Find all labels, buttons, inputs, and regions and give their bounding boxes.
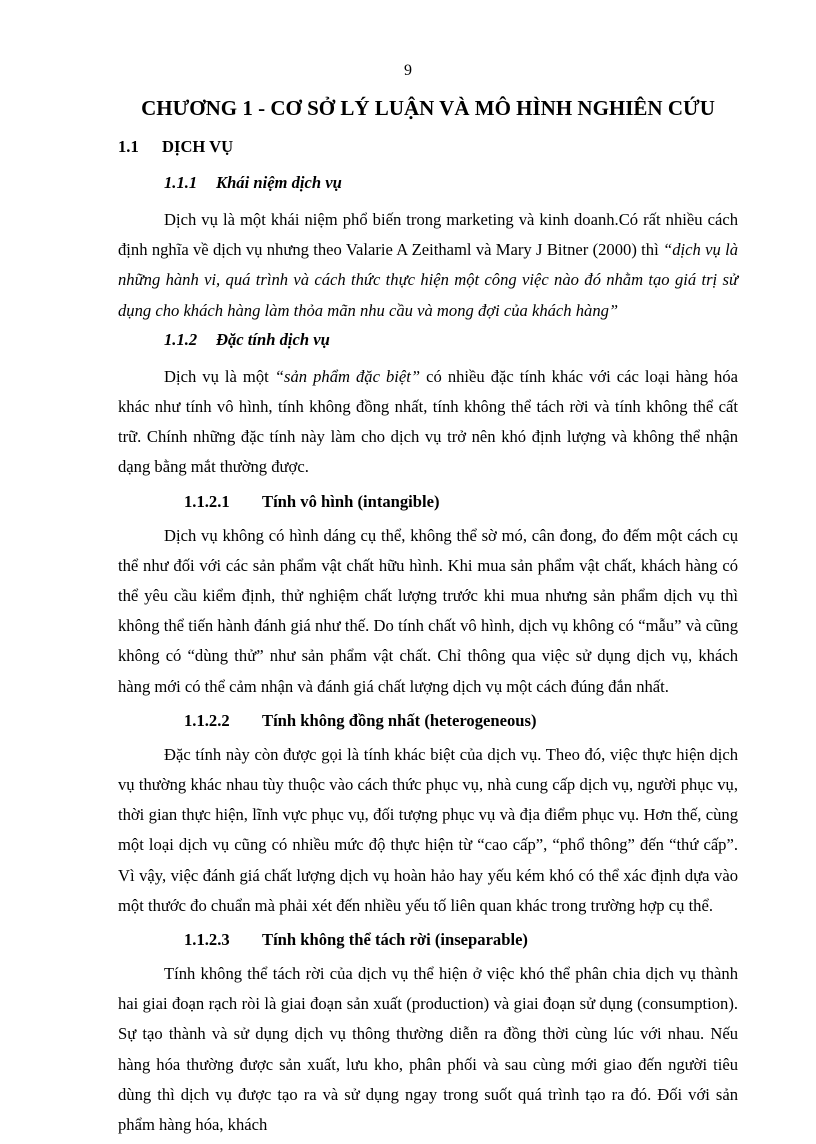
section-heading-1-1-2-1 — [184, 487, 738, 517]
section-title: Khái niệm dịch vụ — [216, 173, 342, 192]
section-number: 1.1.2.3 — [184, 930, 230, 950]
section-title: DỊCH VỤ — [162, 137, 234, 156]
paragraph-heterogeneous: Đặc tính này còn được gọi là tính khác biệt của dịch vụ. Theo đó, việc thực hiện dịch vụ thường khác nhau tùy thuộc vào cách thức phục vụ, nhà cung cấp dịch vụ, người phục vụ, thời gian thực hiện, lĩnh vực phục vụ, đối tượng phục vụ và địa điểm phục vụ. Hơn thế, cùng một loại dịch vụ cũng có nhiều mức độ thực hiện từ “cao cấp”, “phổ thông” đến “thứ cấp”. Vì vậy, việc đánh giá chất lượng dịch vụ hoàn hảo hay yếu kém khó có thể xác định dựa vào một thước đo chuẩn mà phải xét đến nhiều yếu tố liên quan khác trong trường hợp cụ thể. — [118, 744, 738, 915]
section-number: 1.1.2 — [164, 329, 198, 349]
paragraph-text: Dịch vụ là một — [164, 366, 275, 386]
page-content — [118, 96, 738, 1144]
section-title: Tính không đồng nhất (heterogeneous) — [262, 710, 537, 730]
section-title: Đặc tính dịch vụ — [216, 329, 330, 349]
section-number: 1.1.1 — [164, 173, 198, 192]
section-heading-1-1 — [118, 137, 738, 163]
section-title: Tính không thể tách rời (inseparable) — [262, 930, 528, 950]
section-number: 1.1 — [118, 137, 139, 156]
section-heading-1-1-2-2 — [184, 706, 738, 736]
page-number: 9 — [404, 62, 412, 79]
paragraph-definition — [118, 205, 738, 326]
quote-text: “sản phẩm đặc biệt” — [274, 366, 421, 386]
section-heading-1-1-2-3 — [184, 925, 738, 955]
paragraph-intangible: Dịch vụ không có hình dáng cụ thể, không thể sờ mó, cân đong, đo đếm một cách cụ thể như đối với các sản phẩm vật chất hữu hình. Khi mua sản phẩm vật chất, khách hàng có thể yêu cầu kiểm định, thử nghiệm chất lượng trước khi mua nhưng sản phẩm dịch vụ thì không thể tiến hành đánh giá như thế. Do tính chất vô hình, dịch vụ không có “mẫu” và cũng không có “dùng thử” như sản phẩm vật chất. Chỉ thông qua việc sử dụng dịch vụ, khách hàng mới có thể cảm nhận và đánh giá chất lượng dịch vụ một cách đúng đắn nhất. — [118, 525, 738, 696]
section-heading-1-1-1 — [164, 173, 738, 199]
quote-text: “dịch vụ là những hành vi, quá trình và cách thức thực hiện một công việc nào đó nhằm tạo giá trị sử dụng cho khách hàng làm thỏa mãn nhu cầu và mong đợi của khách hàng” — [118, 240, 738, 320]
section-number: 1.1.2.1 — [184, 491, 230, 511]
section-heading-1-1-2 — [164, 330, 738, 356]
paragraph-characteristics — [118, 362, 738, 483]
section-number: 1.1.2.2 — [184, 710, 230, 730]
paragraph-inseparable: Tính không thể tách rời của dịch vụ thể hiện ở việc khó thể phân chia dịch vụ thành hai giai đoạn rạch ròi là giai đoạn sản xuất (production) và giai đoạn sử dụng (consumption). Sự tạo thành và sử dụng dịch vụ thông thường diễn ra đồng thời cùng lúc với nhau. Nếu hàng hóa thường được sản xuất, lưu kho, phân phối và sau cùng mới giao đến người tiêu dùng thì dịch vụ được tạo ra và sử dụng ngay trong suốt quá trình tạo ra đó. Đối với sản phẩm hàng hóa, khách — [118, 964, 738, 1135]
section-title: Tính vô hình (intangible) — [262, 491, 440, 511]
paragraph-text: Dịch vụ là một khái niệm phổ biến trong marketing và kinh doanh.Có rất nhiều cách định nghĩa về dịch vụ nhưng theo Valarie A Zeithaml và Mary J Bitner (2000) thì — [118, 210, 738, 260]
chapter-title: CHƯƠNG 1 - CƠ SỞ LÝ LUẬN VÀ MÔ HÌNH NGHIÊN CỨU — [141, 96, 715, 120]
paragraph-text: có nhiều đặc tính khác với các loại hàng hóa khác như tính vô hình, tính không đồng nhất, tính không thể tách rời và tính không thể cất trữ. Chính những đặc tính này làm cho dịch vụ trở nên khó định lượng và không thể nhận dạng bằng mắt thường được. — [118, 366, 739, 477]
